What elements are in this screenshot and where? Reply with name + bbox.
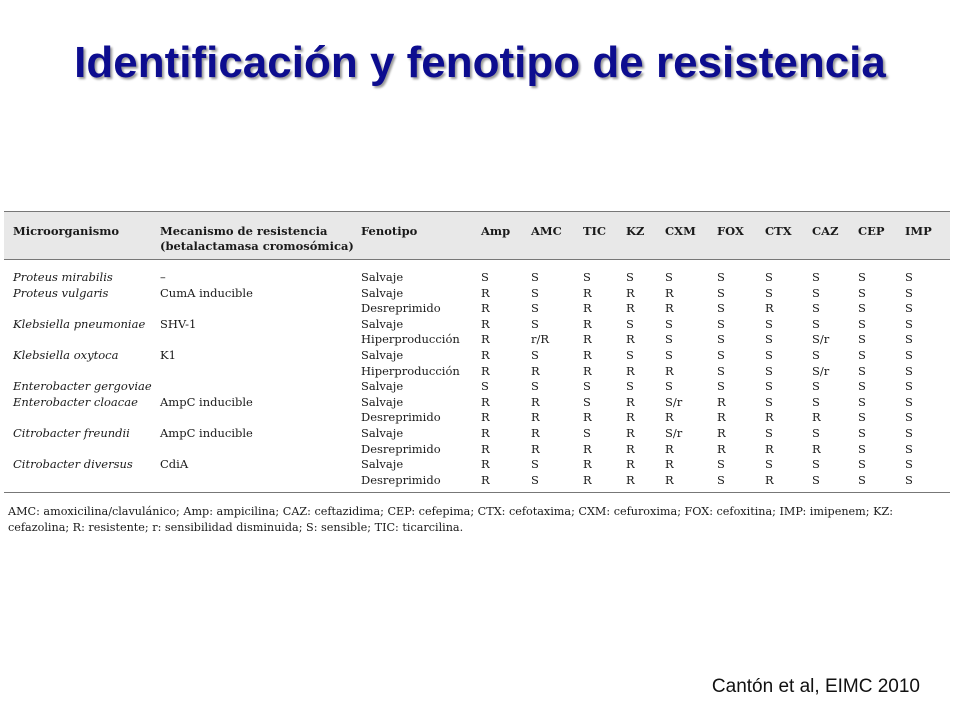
- susceptibility-cell: S: [765, 426, 773, 440]
- susceptibility-cell: S: [765, 270, 773, 284]
- susceptibility-cell: R: [481, 301, 490, 316]
- susceptibility-cell: S: [905, 301, 913, 316]
- susceptibility-cell: R: [583, 363, 592, 378]
- susceptibility-cell: S: [812, 285, 820, 300]
- susceptibility-cell: R: [481, 285, 490, 300]
- susceptibility-cell: R: [531, 441, 540, 456]
- susceptibility-cell: R: [626, 301, 635, 316]
- phenotype-cell: Hiperproducción: [361, 363, 460, 378]
- phenotype-cell: Salvaje: [361, 394, 404, 409]
- susceptibility-cell: S: [905, 348, 913, 362]
- susceptibility-cell: S: [812, 472, 820, 487]
- mechanism-cell: K1: [160, 348, 176, 362]
- susceptibility-cell: R: [765, 410, 774, 425]
- organism-cell: Klebsiella pneumoniae: [13, 316, 146, 331]
- susceptibility-cell: R: [626, 394, 635, 409]
- susceptibility-cell: S: [905, 285, 913, 300]
- susceptibility-cell: R: [583, 316, 592, 331]
- susceptibility-cell: S: [665, 379, 673, 394]
- susceptibility-cell: S: [531, 379, 539, 394]
- phenotype-cell: Salvaje: [361, 285, 404, 300]
- susceptibility-cell: S: [858, 332, 866, 347]
- susceptibility-cell: R: [583, 441, 592, 456]
- susceptibility-cell: S: [717, 332, 725, 347]
- susceptibility-cell: S: [765, 316, 773, 331]
- susceptibility-cell: S: [665, 270, 673, 284]
- susceptibility-cell: S: [665, 348, 673, 362]
- phenotype-cell: Desreprimido: [361, 410, 441, 425]
- susceptibility-cell: R: [665, 472, 674, 487]
- susceptibility-cell: S: [858, 270, 866, 284]
- susceptibility-cell: S: [765, 348, 773, 362]
- mechanism-cell: –: [160, 270, 166, 284]
- susceptibility-cell: S: [858, 472, 866, 487]
- susceptibility-cell: S: [583, 394, 591, 409]
- susceptibility-cell: S: [717, 472, 725, 487]
- susceptibility-cell: S: [858, 301, 866, 316]
- susceptibility-cell: S: [905, 379, 913, 394]
- susceptibility-cell: R: [665, 410, 674, 425]
- susceptibility-cell: S: [765, 332, 773, 347]
- susceptibility-cell: S: [531, 457, 539, 472]
- susceptibility-cell: S: [717, 270, 725, 284]
- susceptibility-cell: R: [481, 332, 490, 347]
- susceptibility-cell: S: [481, 270, 489, 284]
- susceptibility-cell: S/r: [812, 332, 830, 347]
- susceptibility-cell: R: [626, 285, 635, 300]
- susceptibility-cell: S: [812, 394, 820, 409]
- susceptibility-cell: S: [626, 270, 634, 284]
- susceptibility-cell: S: [717, 348, 725, 362]
- susceptibility-cell: S: [905, 363, 913, 378]
- susceptibility-cell: R: [665, 301, 674, 316]
- susceptibility-cell: R: [717, 410, 726, 425]
- susceptibility-cell: R: [717, 426, 726, 440]
- header-cell: CAZ: [812, 224, 839, 238]
- organism-cell: Klebsiella oxytoca: [13, 348, 119, 362]
- susceptibility-cell: R: [626, 472, 635, 487]
- susceptibility-cell: R: [626, 332, 635, 347]
- susceptibility-cell: R: [765, 472, 774, 487]
- susceptibility-cell: R: [583, 348, 592, 362]
- susceptibility-cell: S: [905, 410, 913, 425]
- susceptibility-cell: S: [812, 457, 820, 472]
- susceptibility-cell: S: [717, 457, 725, 472]
- header-cell: KZ: [626, 224, 645, 238]
- susceptibility-cell: R: [583, 332, 592, 347]
- susceptibility-cell: S: [531, 348, 539, 362]
- susceptibility-cell: R: [626, 441, 635, 456]
- susceptibility-cell: R: [626, 363, 635, 378]
- phenotype-cell: Salvaje: [361, 270, 404, 284]
- mechanism-cell: AmpC inducible: [160, 426, 253, 440]
- organism-cell: Proteus mirabilis: [13, 270, 113, 284]
- susceptibility-cell: R: [665, 363, 674, 378]
- susceptibility-cell: S: [858, 457, 866, 472]
- mechanism-cell: SHV-1: [160, 316, 197, 331]
- susceptibility-cell: S: [905, 270, 913, 284]
- susceptibility-cell: S: [905, 316, 913, 331]
- susceptibility-cell: S: [765, 394, 773, 409]
- susceptibility-cell: S: [812, 348, 820, 362]
- mechanism-cell: CdiA: [160, 457, 189, 472]
- table-header-background: [4, 211, 950, 260]
- organism-cell: Proteus vulgaris: [13, 285, 109, 300]
- susceptibility-cell: S: [858, 348, 866, 362]
- organism-cell: Enterobacter gergoviae: [13, 379, 152, 394]
- susceptibility-cell: R: [481, 472, 490, 487]
- header-cell: CXM: [665, 224, 696, 238]
- susceptibility-cell: S: [583, 426, 591, 440]
- phenotype-cell: Desreprimido: [361, 472, 441, 487]
- susceptibility-cell: S: [531, 270, 539, 284]
- mechanism-cell: AmpC inducible: [160, 394, 253, 409]
- susceptibility-cell: S: [481, 379, 489, 394]
- susceptibility-cell: S: [717, 316, 725, 331]
- header-cell: IMP: [905, 224, 932, 238]
- organism-cell: Citrobacter diversus: [13, 457, 133, 472]
- susceptibility-cell: S: [812, 301, 820, 316]
- phenotype-cell: Desreprimido: [361, 301, 441, 316]
- susceptibility-cell: S: [905, 426, 913, 440]
- susceptibility-cell: S/r: [812, 363, 830, 378]
- susceptibility-cell: S: [858, 363, 866, 378]
- susceptibility-cell: S: [717, 379, 725, 394]
- susceptibility-cell: S: [905, 457, 913, 472]
- susceptibility-cell: S: [583, 270, 591, 284]
- susceptibility-cell: R: [481, 410, 490, 425]
- susceptibility-cell: R: [481, 363, 490, 378]
- organism-cell: Citrobacter freundii: [13, 426, 130, 440]
- susceptibility-cell: R: [626, 410, 635, 425]
- susceptibility-cell: R: [531, 394, 540, 409]
- bottom-rule: [4, 492, 950, 493]
- susceptibility-cell: R: [531, 426, 540, 440]
- susceptibility-cell: R: [481, 394, 490, 409]
- susceptibility-cell: R: [812, 441, 821, 456]
- susceptibility-cell: R: [583, 285, 592, 300]
- mechanism-cell: CumA inducible: [160, 285, 253, 300]
- organism-cell: Enterobacter cloacae: [13, 394, 138, 409]
- susceptibility-cell: S/r: [665, 426, 683, 440]
- susceptibility-cell: S: [905, 441, 913, 456]
- susceptibility-cell: S: [858, 285, 866, 300]
- header-rule: [4, 259, 950, 260]
- susceptibility-cell: S: [905, 332, 913, 347]
- header-cell: Microorganismo: [13, 224, 120, 238]
- slide-title: Identificación y fenotipo de resistencia: [74, 38, 886, 87]
- header-cell: Fenotipo: [361, 224, 418, 238]
- susceptibility-cell: S: [717, 285, 725, 300]
- header-cell: CTX: [765, 224, 792, 238]
- susceptibility-cell: R: [665, 441, 674, 456]
- phenotype-cell: Salvaje: [361, 457, 404, 472]
- susceptibility-cell: S: [812, 316, 820, 331]
- susceptibility-cell: R: [481, 348, 490, 362]
- susceptibility-cell: S: [765, 457, 773, 472]
- susceptibility-cell: R: [531, 363, 540, 378]
- susceptibility-cell: R: [481, 457, 490, 472]
- phenotype-cell: Hiperproducción: [361, 332, 460, 347]
- header-cell: Amp: [481, 224, 511, 238]
- susceptibility-cell: S/r: [665, 394, 683, 409]
- susceptibility-cell: R: [481, 316, 490, 331]
- susceptibility-cell: S: [765, 285, 773, 300]
- header-cell: Mecanismo de resistencia (betalactamasa cromosómica): [160, 224, 354, 253]
- susceptibility-cell: S: [905, 394, 913, 409]
- phenotype-cell: Salvaje: [361, 379, 404, 394]
- header-cell: FOX: [717, 224, 744, 238]
- susceptibility-cell: S: [531, 316, 539, 331]
- susceptibility-cell: S: [531, 301, 539, 316]
- susceptibility-cell: R: [583, 472, 592, 487]
- susceptibility-cell: S: [858, 410, 866, 425]
- susceptibility-cell: S: [858, 379, 866, 394]
- susceptibility-cell: R: [531, 410, 540, 425]
- susceptibility-cell: R: [626, 426, 635, 440]
- susceptibility-cell: S: [626, 379, 634, 394]
- susceptibility-cell: R: [665, 285, 674, 300]
- susceptibility-cell: S: [765, 379, 773, 394]
- header-cell: AMC: [531, 224, 562, 238]
- susceptibility-cell: R: [812, 410, 821, 425]
- susceptibility-cell: S: [812, 426, 820, 440]
- susceptibility-cell: S: [626, 348, 634, 362]
- susceptibility-cell: S: [583, 379, 591, 394]
- phenotype-cell: Salvaje: [361, 348, 404, 362]
- phenotype-cell: Desreprimido: [361, 441, 441, 456]
- table-footnote: AMC: amoxicilina/clavulánico; Amp: ampicilina; CAZ: ceftazidima; CEP: cefepima; CTX: cefotaxima; CXM: cefuroxima; FOX: cefoxitina; IMP: imipenem; KZ: cefazolina; R: resistente; r: sensibilidad disminuida; S: sensible; TIC: ticarcilina.: [8, 505, 894, 534]
- phenotype-cell: Salvaje: [361, 426, 404, 440]
- susceptibility-cell: S: [905, 472, 913, 487]
- header-cell: CEP: [858, 224, 885, 238]
- susceptibility-cell: S: [765, 363, 773, 378]
- susceptibility-cell: S: [858, 394, 866, 409]
- susceptibility-cell: R: [765, 441, 774, 456]
- susceptibility-cell: r/R: [531, 332, 550, 347]
- susceptibility-cell: S: [812, 379, 820, 394]
- susceptibility-cell: S: [858, 426, 866, 440]
- susceptibility-cell: S: [717, 301, 725, 316]
- susceptibility-cell: R: [765, 301, 774, 316]
- susceptibility-cell: S: [812, 270, 820, 284]
- susceptibility-cell: S: [531, 472, 539, 487]
- susceptibility-cell: R: [583, 301, 592, 316]
- susceptibility-cell: R: [583, 457, 592, 472]
- citation: Cantón et al, EIMC 2010: [711, 676, 920, 697]
- susceptibility-cell: S: [717, 363, 725, 378]
- susceptibility-cell: S: [858, 441, 866, 456]
- susceptibility-cell: R: [481, 426, 490, 440]
- susceptibility-cell: R: [665, 457, 674, 472]
- susceptibility-cell: R: [481, 441, 490, 456]
- susceptibility-cell: S: [665, 332, 673, 347]
- susceptibility-cell: S: [858, 316, 866, 331]
- susceptibility-cell: R: [717, 394, 726, 409]
- phenotype-cell: Salvaje: [361, 316, 404, 331]
- susceptibility-cell: R: [717, 441, 726, 456]
- susceptibility-cell: S: [665, 316, 673, 331]
- susceptibility-cell: S: [626, 316, 634, 331]
- susceptibility-cell: R: [626, 457, 635, 472]
- susceptibility-cell: S: [531, 285, 539, 300]
- header-cell: TIC: [583, 224, 607, 238]
- susceptibility-cell: R: [583, 410, 592, 425]
